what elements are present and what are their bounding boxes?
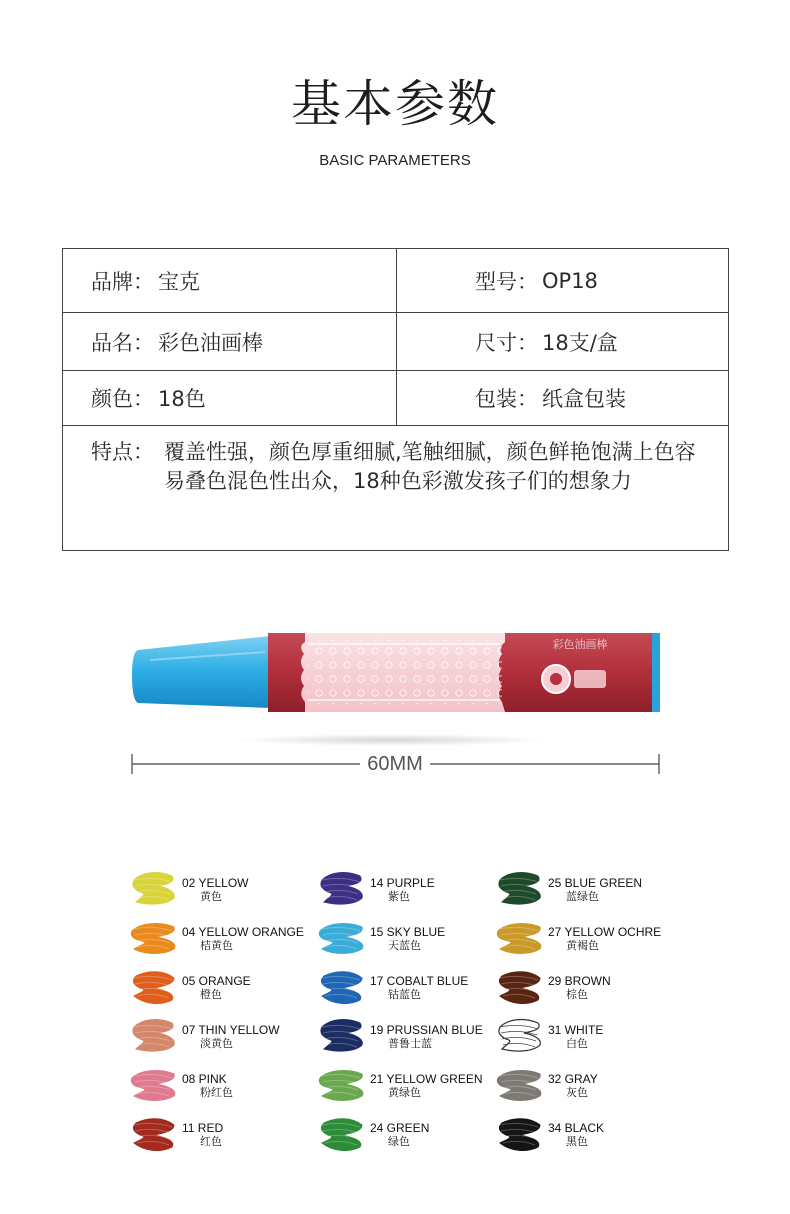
length-label: 60MM xyxy=(360,752,430,776)
color-name-english: 34 BLACK xyxy=(548,1121,605,1135)
color-swatch-item xyxy=(128,868,328,912)
color-name-english: 02 YELLOW xyxy=(182,876,249,890)
page-subtitle: BASIC PARAMETERS xyxy=(319,152,471,169)
color-name-chinese: 橙色 xyxy=(200,988,222,1001)
color-name-english: 17 COBALT BLUE xyxy=(370,974,469,988)
color-name-chinese: 棕色 xyxy=(566,988,588,1001)
color-name-chinese: 黄绿色 xyxy=(388,1086,421,1099)
color-swatch-scribble xyxy=(316,1113,366,1157)
color-name-chinese: 粉红色 xyxy=(200,1086,233,1099)
model-value: OP18 xyxy=(542,268,598,293)
color-swatch-item xyxy=(316,1113,516,1157)
size-cell xyxy=(475,313,618,370)
color-swatch-item xyxy=(128,1113,328,1157)
color-name-chinese: 白色 xyxy=(566,1037,588,1050)
color-swatch-scribble xyxy=(494,1015,544,1059)
color-swatch-item xyxy=(128,1064,328,1108)
model-label: 型号： xyxy=(475,269,538,294)
color-name-chinese: 钴蓝色 xyxy=(388,988,421,1001)
color-cell xyxy=(91,371,206,425)
color-name-chinese: 紫色 xyxy=(388,890,410,903)
size-label: 尺寸： xyxy=(475,330,538,355)
color-name-chinese: 黄色 xyxy=(200,890,222,903)
color-name-english: 21 YELLOW GREEN xyxy=(370,1072,483,1086)
brand-label: 品牌： xyxy=(91,269,154,294)
color-name-english: 07 THIN YELLOW xyxy=(182,1023,280,1037)
color-swatch-item xyxy=(494,1064,694,1108)
color-name-english: 04 YELLOW ORANGE xyxy=(182,925,304,939)
color-swatch-scribble xyxy=(128,966,178,1010)
color-swatch-item xyxy=(494,1113,694,1157)
color-swatch-item xyxy=(494,1015,694,1059)
color-name-chinese: 普鲁士蓝 xyxy=(388,1037,432,1050)
table-row xyxy=(63,426,728,550)
product-name-value: 彩色油画棒 xyxy=(158,330,263,355)
column-divider xyxy=(396,249,397,312)
color-swatch-scribble xyxy=(128,868,178,912)
color-swatch-scribble xyxy=(494,917,544,961)
color-name-english: 08 PINK xyxy=(182,1072,227,1086)
color-name-english: 15 SKY BLUE xyxy=(370,925,446,939)
color-name-chinese: 天蓝色 xyxy=(388,939,421,952)
color-swatch-scribble xyxy=(128,1113,178,1157)
color-name-english: 19 PRUSSIAN BLUE xyxy=(370,1023,483,1037)
color-swatch-scribble xyxy=(316,1064,366,1108)
column-divider xyxy=(396,371,397,425)
color-name-english: 29 BROWN xyxy=(548,974,611,988)
color-name-english: 27 YELLOW OCHRE xyxy=(548,925,662,939)
parameters-table xyxy=(62,248,729,551)
color-swatch-scribble xyxy=(494,1113,544,1157)
color-name-english: 14 PURPLE xyxy=(370,876,435,890)
color-name-chinese: 黄褐色 xyxy=(566,939,599,952)
color-name-chinese: 黑色 xyxy=(566,1135,588,1148)
color-swatch-item xyxy=(128,966,328,1010)
color-swatch-item xyxy=(316,917,516,961)
color-name-chinese: 灰色 xyxy=(566,1086,588,1099)
table-row xyxy=(63,249,728,313)
color-name-english: 11 RED xyxy=(182,1121,224,1135)
product-name-label: 品名： xyxy=(91,330,154,355)
color-swatch-scribble xyxy=(494,1064,544,1108)
color-name-english: 05 ORANGE xyxy=(182,974,251,988)
color-name-chinese: 淡黄色 xyxy=(200,1037,233,1050)
crayon-tip xyxy=(132,636,270,708)
crayon-label: 彩色油画棒 xyxy=(552,638,608,651)
color-swatch-item xyxy=(494,868,694,912)
color-swatch-item xyxy=(316,868,516,912)
product-name-cell xyxy=(91,313,263,370)
crayon-end-cap xyxy=(652,633,660,712)
color-name-english: 24 GREEN xyxy=(370,1121,430,1135)
color-swatch-scribble xyxy=(128,917,178,961)
color-name-chinese: 绿色 xyxy=(388,1135,410,1148)
table-row xyxy=(63,371,728,426)
color-swatch-scribble xyxy=(316,966,366,1010)
color-label: 颜色： xyxy=(91,387,154,411)
color-name-chinese: 蓝绿色 xyxy=(566,890,599,903)
color-swatch-scribble xyxy=(316,868,366,912)
brand-value: 宝克 xyxy=(158,269,200,294)
feature-value: 覆盖性强，颜色厚重细腻,笔触细腻，颜色鲜艳饱满上色容易叠色混色性出众，18种色彩激发孩子们的想象力 xyxy=(164,440,696,493)
color-swatch-item xyxy=(128,1015,328,1059)
size-value: 18支/盒 xyxy=(542,330,618,355)
color-value: 18色 xyxy=(158,387,206,411)
color-swatch-scribble xyxy=(128,1064,178,1108)
color-name-english: 32 GRAY xyxy=(548,1072,598,1086)
color-name-chinese: 桔黄色 xyxy=(200,939,233,952)
table-row xyxy=(63,313,728,371)
package-label: 包装： xyxy=(475,387,538,411)
color-swatch-item xyxy=(316,1015,516,1059)
color-swatch-item xyxy=(316,1064,516,1108)
color-swatch-item xyxy=(128,917,328,961)
color-swatch-item xyxy=(316,966,516,1010)
model-cell xyxy=(475,249,598,312)
color-name-english: 25 BLUE GREEN xyxy=(548,876,643,890)
color-swatch-scribble xyxy=(316,1015,366,1059)
color-swatch-scribble xyxy=(494,868,544,912)
crayon-shadow xyxy=(233,734,548,746)
color-swatch-item xyxy=(494,966,694,1010)
crayon-image xyxy=(130,630,660,720)
color-swatch-scribble xyxy=(316,917,366,961)
package-cell xyxy=(475,371,626,425)
color-name-english: 31 WHITE xyxy=(548,1023,604,1037)
color-swatch-scribble xyxy=(128,1015,178,1059)
feature-label: 特点： xyxy=(91,440,154,464)
page-title: 基本参数 xyxy=(291,75,499,133)
color-swatch-scribble xyxy=(494,966,544,1010)
color-swatch-item xyxy=(494,917,694,961)
color-name-chinese: 红色 xyxy=(200,1135,222,1148)
column-divider xyxy=(396,313,397,370)
package-value: 纸盒包装 xyxy=(542,387,626,411)
brand-cell xyxy=(91,249,200,312)
